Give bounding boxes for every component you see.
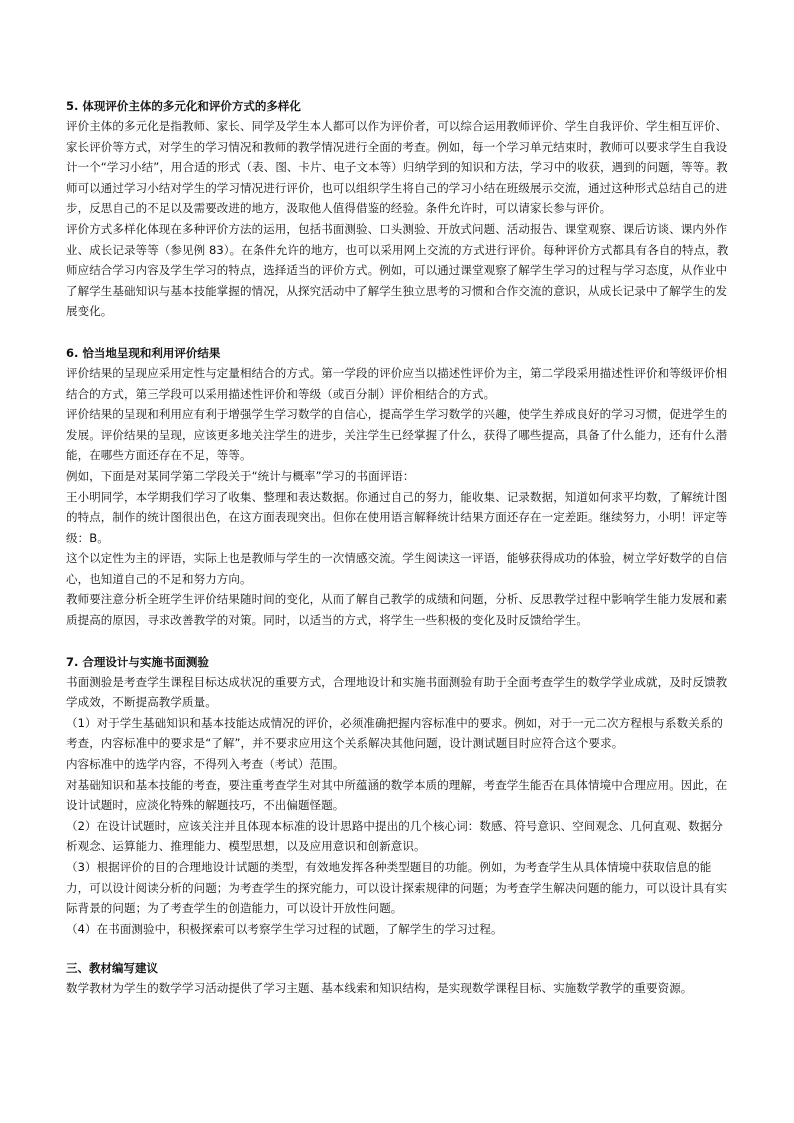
paragraph: （2）在设计试题时，应该关注并且体现本标准的设计思路中提出的几个核心词：数感、符号意识、空间观念、几何直观、数据分析观念、运算能力、推理能力、模型思想，以及应用意识和创新意识。 (66, 818, 724, 854)
paragraph: 书面测验是考查学生课程目标达成状况的重要方式，合理地设计和实施书面测验有助于全面考查学生的数学学业成就，及时反馈教学成效，不断提高教学质量。 (66, 674, 728, 710)
paragraph: 对基础知识和基本技能的考查，要注重考查学生对其中所蕴涵的数学本质的理解，考查学生能否在具体情境中合理应用。因此，在设计试题时，应淡化特殊的解题技巧，不出偏题怪题。 (66, 777, 728, 813)
paragraph: 评价结果的呈现应采用定性与定量相结合的方式。第一学段的评价应当以描述性评价为主，第二学段采用描述性评价和等级评价相结合的方式，第三学段可以采用描述性评价和等级（或百分制）评价相结合的方式。 (66, 365, 728, 401)
section-spacer (66, 322, 732, 344)
section-5 (66, 97, 732, 322)
section-textbook-suggestions (66, 959, 732, 999)
paragraph: 内容标准中的选学内容，不得列入考查（考试）范围。 (66, 757, 345, 772)
paragraph: （1）对于学生基础知识和基本技能达成情况的评价，必须准确把握内容标准中的要求。例如，对于一元二次方程根与系数关系的考查，内容标准中的要求是“了解”，并不要求应用这个关系解决其他问题，设计测试题目时应符合这个要求。 (66, 715, 724, 751)
paragraph: 数学教材为学生的数学学习活动提供了学习主题、基本线索和知识结构，是实现数学课程目标、实施数学教学的重要资源。 (66, 981, 693, 996)
section-heading: 三、教材编写建议 (66, 961, 158, 976)
paragraph: （3）根据评价的目的合理地设计试题的类型，有效地发挥各种类型题目的功能。例如，为考查学生从具体情境中获取信息的能力，可以设计阅读分析的问题；为考查学生的探究能力，可以设计探索规律的问题；为考查学生解决问题的能力，可以设计具有实际背景的问题；为了考查学生的创造能力，可以设计开放性问题。 (66, 860, 728, 916)
section-heading: 5. 体现评价主体的多元化和评价方式的多样化 (66, 99, 301, 113)
paragraph: 这个以定性为主的评语，实际上也是教师与学生的一次情感交流。学生阅读这一评语，能够获得成功的体验，树立学好数学的自信心，也知道自己的不足和努力方向。 (66, 551, 728, 586)
paragraph: 评价结果的呈现和利用应有利于增强学生学习数学的自信心，提高学生学习数学的兴趣，使学生养成良好的学习习惯，促进学生的发展。评价结果的呈现，应该更多地关注学生的进步，关注学生已经掌握了什么，获得了哪些提高，具备了什么能力，还有什么潜能，在哪些方面还存在不足，等等。 (66, 407, 728, 463)
paragraph: 例如，下面是对某同学第二学段关于“统计与概率”学习的书面评语： (66, 468, 415, 483)
paragraph: 王小明同学，本学期我们学习了收集、整理和表达数据。你通过自己的努力，能收集、记录数据，知道如何求平均数，了解统计图的特点，制作的统计图很出色，在这方面表现突出。但你在使用语言解释统计结果方面还存在一定差距。继续努力，小明！评定等级：B。 (66, 489, 728, 545)
paragraph: （4）在书面测验中，积极探索可以考察学生学习过程的试题，了解学生的学习过程。 (66, 921, 503, 936)
section-heading: 7. 合理设计与实施书面测验 (66, 654, 209, 669)
section-spacer (66, 631, 732, 653)
section-7 (66, 653, 732, 940)
section-6 (66, 344, 732, 631)
document-page (66, 97, 732, 999)
paragraph: 教师要注意分析全班学生评价结果随时间的变化，从而了解自己教学的成绩和问题，分析、反思教学过程中影响学生能力发展和素质提高的原因，寻求改善教学的对策。同时，以适当的方式，将学生一些积极的变化及时反馈给学生。 (66, 592, 728, 628)
section-heading: 6. 恰当地呈现和利用评价结果 (66, 345, 221, 360)
paragraph: 评价主体的多元化是指教师、家长、同学及学生本人都可以作为评价者，可以综合运用教师评价、学生自我评价、学生相互评价、家长评价等方式，对学生的学习情况和教师的教学情况进行全面的考查。例如，每一个学习单元结束时，教师可以要求学生自我设计一个“学习小结”，用合适的形式（表、图、卡片、电子文本等）归纳学到的知识和方法，学习中的收获，遇到的问题，等等。教师可以通过学习小结对学生的学习情况进行评价，也可以组织学生将自己的学习小结在班级展示交流，通过这种形式总结自己的进步，反思自己的不足以及需要改进的地方，汲取他人值得借鉴的经验。条件允许时，可以请家长参与评价。 (66, 119, 728, 216)
section-spacer (66, 939, 732, 959)
paragraph: 评价方式多样化体现在多种评价方法的运用，包括书面测验、口头测验、开放式问题、活动报告、课堂观察、课后访谈、课内外作业、成长记录等等（参见例 83）。在条件允许的地方，也可以采用网上交流的方式进行评价。每种评价方式都具有各自的特点，教师应结合学习内容及学生学习的特点，选择适当的评价方式。例如，可以通过课堂观察了解学生学习的过程与学习态度，从作业中了解学生基础知识与基本技能掌握的情况，从探究活动中了解学生独立思考的习惯和合作交流的意识，从成长记录中了解学生的发展变化。 (66, 221, 729, 319)
